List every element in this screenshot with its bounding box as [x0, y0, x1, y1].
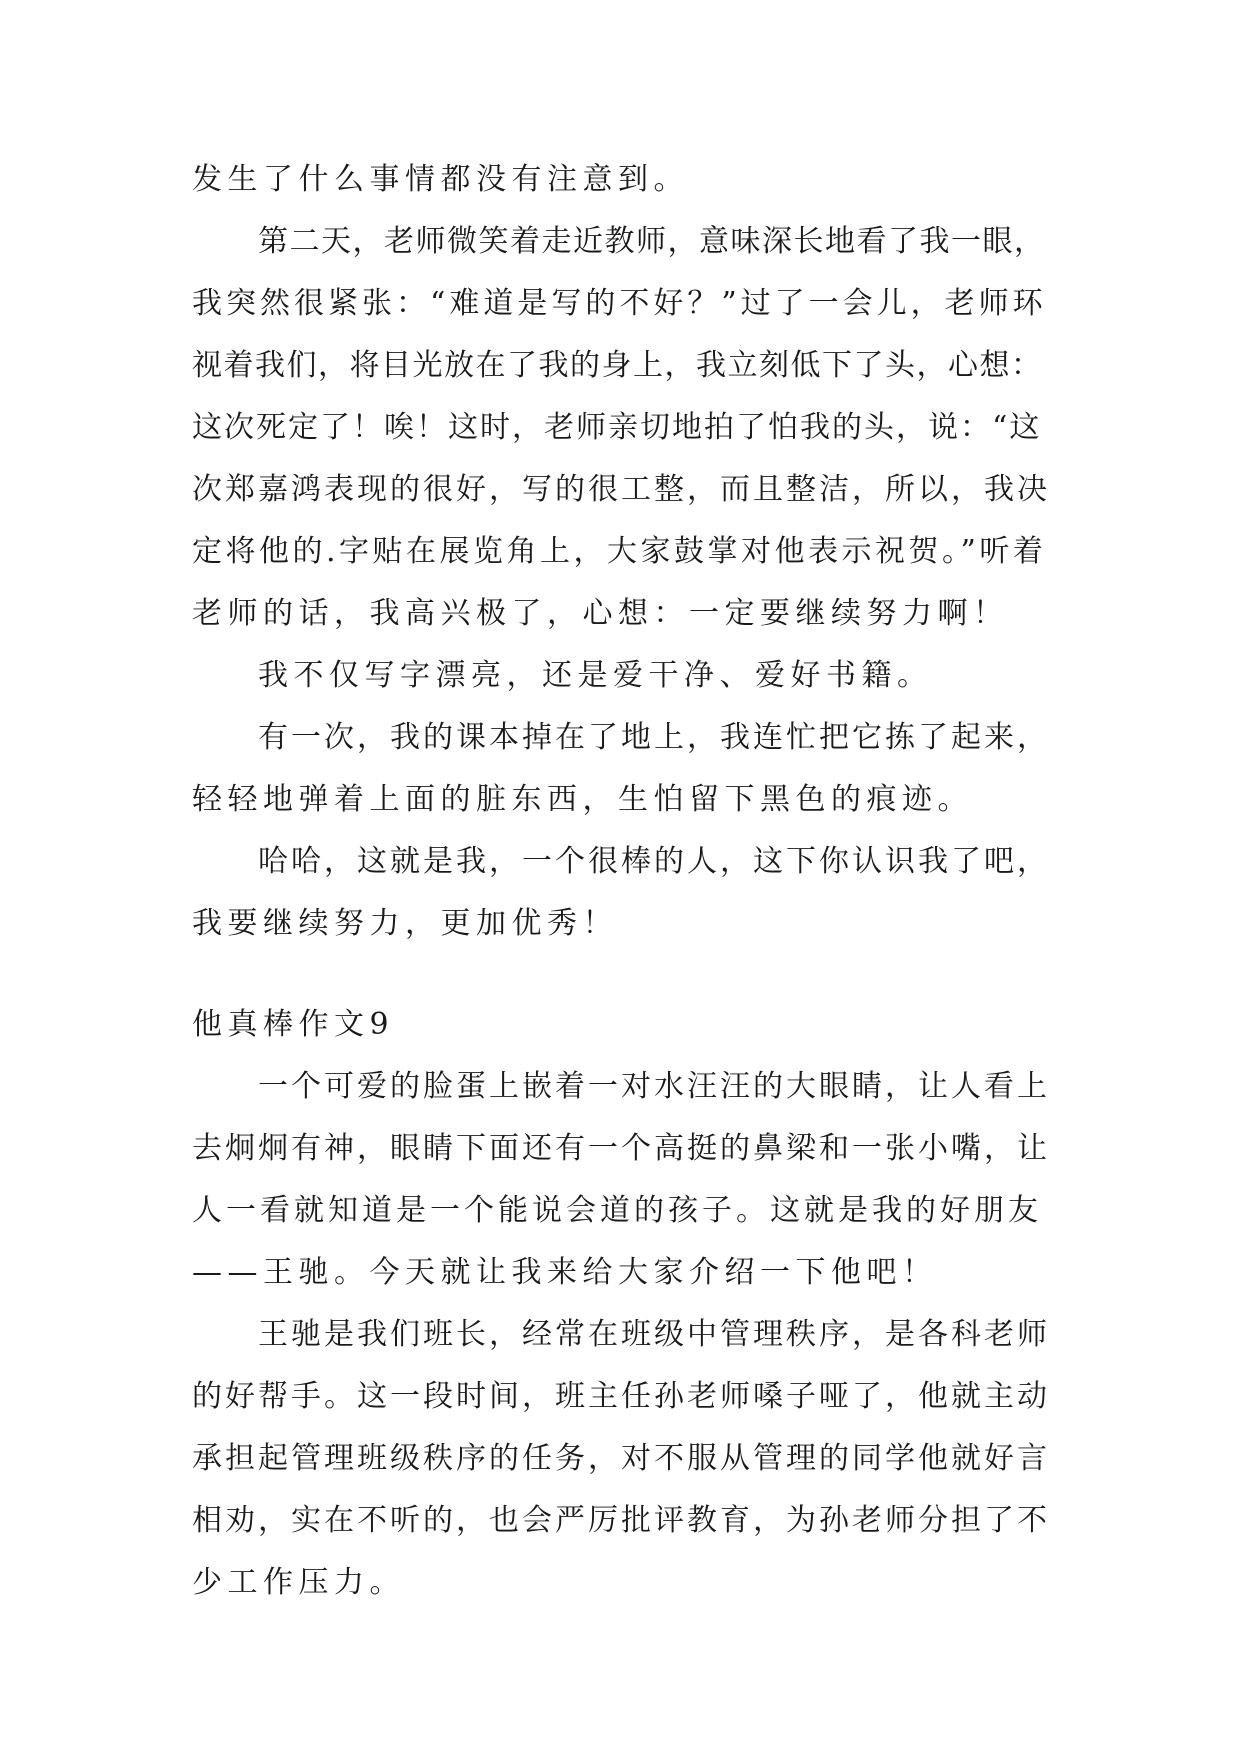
text-line	[0, 1244, 1241, 1302]
line-text: 有一次，我的课本掉在了地上，我连忙把它拣了起来，	[258, 720, 1050, 755]
line-text: 次郑嘉鸿表现的很好，写的很工整，而且整洁，所以，我决	[192, 472, 1050, 507]
line-text: 视着我们，将目光放在了我的身上，我立刻低下了头，心想：	[192, 348, 1043, 383]
line-text: 人一看就知道是一个能说会道的孩子。这就是我的好朋友	[192, 1193, 1042, 1228]
text-line	[0, 1430, 1241, 1488]
text-line	[0, 213, 1241, 271]
line-text: 少工作压力。	[192, 1565, 405, 1600]
text-line	[0, 1492, 1241, 1550]
text-line	[0, 151, 1241, 209]
line-text: 我突然很紧张：“难道是写的不好？”过了一会儿，老师环	[192, 286, 1047, 321]
line-text: 老师的话，我高兴极了，心想：一定要继续努力啊！	[192, 596, 1009, 631]
text-line	[0, 771, 1241, 829]
line-text: 的好帮手。这一段时间，班主任孙老师嗓子哑了，他就主动	[192, 1379, 1050, 1414]
line-text: 我要继续努力，更加优秀！	[192, 906, 618, 941]
text-line	[0, 399, 1241, 457]
heading-text: 他真棒作文9	[192, 1007, 395, 1042]
text-line	[0, 1058, 1241, 1116]
line-text: ——王驰。今天就让我来给大家介绍一下他吧！	[192, 1255, 938, 1290]
text-line	[0, 895, 1241, 953]
line-text: 定将他的.字贴在展览角上，大家鼓掌对他表示祝贺。”听着	[192, 534, 1047, 569]
text-line	[0, 337, 1241, 395]
text-line	[0, 1306, 1241, 1364]
line-text: 一个可爱的脸蛋上嵌着一对水汪汪的大眼睛，让人看上	[258, 1069, 1050, 1104]
text-line	[0, 275, 1241, 333]
line-text: 轻轻地弹着上面的脏东西，生怕留下黑色的痕迹。	[192, 782, 973, 817]
line-text: 我不仅写字漂亮，还是爱干净、爱好书籍。	[258, 658, 933, 693]
text-line	[0, 585, 1241, 643]
line-text: 去炯炯有神，眼睛下面还有一个高挺的鼻梁和一张小嘴，让	[192, 1131, 1050, 1166]
line-text: 第二天，老师微笑着走近教师，意味深长地看了我一眼，	[258, 224, 1046, 259]
text-line	[0, 709, 1241, 767]
text-line	[0, 461, 1241, 519]
text-line	[0, 1182, 1241, 1240]
line-text: 发生了什么事情都没有注意到。	[192, 162, 689, 197]
line-text: 王驰是我们班长，经常在班级中管理秩序，是各科老师	[258, 1317, 1050, 1352]
text-line	[0, 1120, 1241, 1178]
text-line	[0, 1368, 1241, 1426]
line-text: 承担起管理班级秩序的任务，对不服从管理的同学他就好言	[192, 1441, 1050, 1476]
text-line	[0, 833, 1241, 891]
line-text: 相劝，实在不听的，也会严厉批评教育，为孙老师分担了不	[192, 1503, 1050, 1538]
text-line	[0, 647, 1241, 705]
text-line	[0, 523, 1241, 581]
line-text: 这次死定了！唉！这时，老师亲切地拍了怕我的头，说：“这	[192, 410, 1042, 445]
line-text: 哈哈，这就是我，一个很棒的人，这下你认识我了吧，	[258, 844, 1050, 879]
text-line	[0, 1554, 1241, 1612]
section-heading	[0, 996, 1241, 1054]
